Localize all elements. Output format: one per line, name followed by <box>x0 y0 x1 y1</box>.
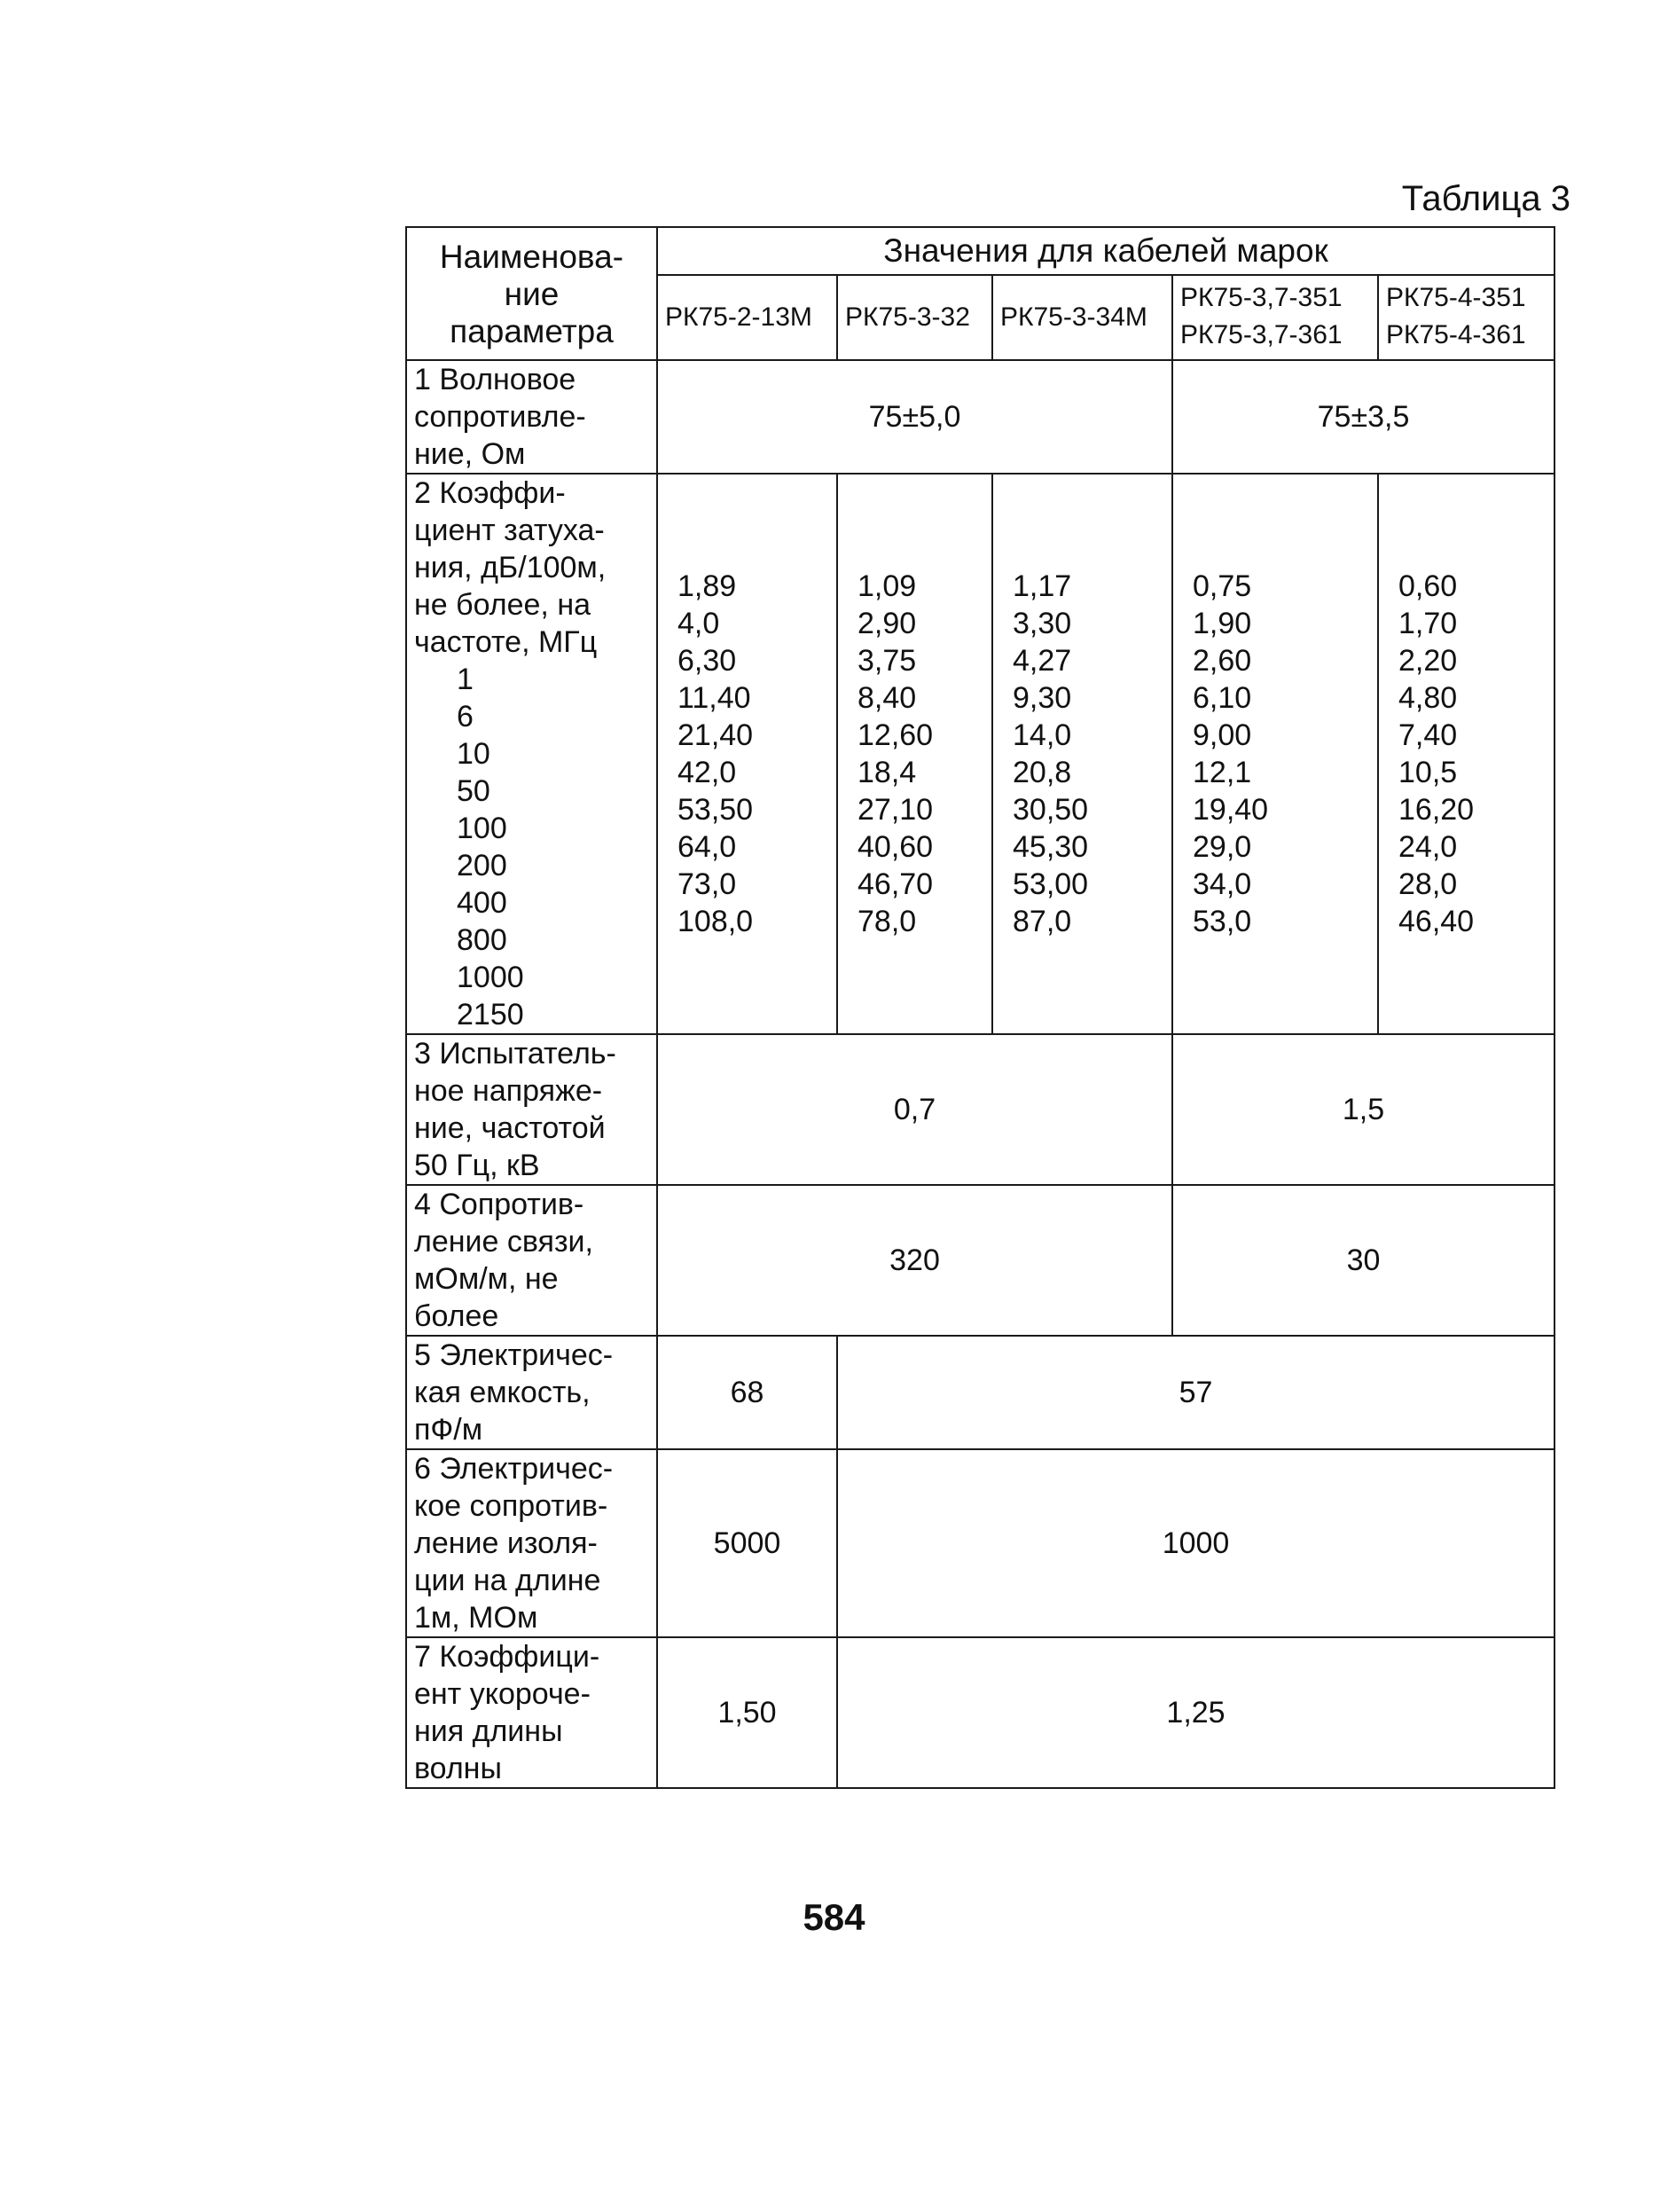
attenuation-values <box>1000 568 1164 940</box>
attenuation-value: 9,00 <box>1193 718 1252 752</box>
attenuation-value: 14,0 <box>1013 718 1072 752</box>
attenuation-value: 46,70 <box>857 867 934 901</box>
attenuation-value: 7,40 <box>1398 718 1458 752</box>
frequency-value: 100 <box>457 812 507 845</box>
param-label-line: 3 Испытатель- <box>414 1037 616 1071</box>
value-cell: 1,25 <box>837 1637 1554 1788</box>
param-label-line: 6 Электричес- <box>414 1452 614 1486</box>
cable-names <box>1180 280 1370 355</box>
param-label-line: кое сопротив- <box>414 1489 608 1523</box>
param-label <box>414 361 649 473</box>
row-insulation-resistance <box>406 1449 1554 1637</box>
param-label-line: 1 Волновое <box>414 363 576 396</box>
attenuation-value: 42,0 <box>677 756 737 789</box>
cable-name: РК75-2-13М <box>665 302 812 332</box>
param-label-line: ния, дБ/100м, <box>414 551 607 584</box>
param-label <box>414 1035 649 1184</box>
value-cell: 75±3,5 <box>1172 360 1554 474</box>
param-label <box>414 1337 649 1448</box>
attenuation-value: 4,80 <box>1398 681 1458 715</box>
page-number: 584 <box>803 1896 865 1938</box>
attenuation-value: 3,75 <box>857 644 917 678</box>
param-label-line: 1м, МОм <box>414 1601 538 1635</box>
attenuation-value: 20,8 <box>1013 756 1072 789</box>
attenuation-value: 30,50 <box>1013 793 1089 827</box>
param-cell <box>406 1185 657 1336</box>
attenuation-value: 40,60 <box>857 830 934 864</box>
param-label <box>414 1186 649 1335</box>
cable-name: РК75-3-34М <box>1000 302 1147 332</box>
attenuation-value: 12,60 <box>857 718 934 752</box>
frequency-value: 1000 <box>457 961 524 994</box>
param-cell <box>406 1336 657 1449</box>
param-label-line: ент укороче- <box>414 1677 591 1711</box>
attenuation-value: 53,00 <box>1013 867 1089 901</box>
attenuation-value: 87,0 <box>1013 905 1072 938</box>
attenuation-value: 1,90 <box>1193 607 1252 640</box>
attenuation-value: 6,30 <box>677 644 737 678</box>
param-label-line: 7 Коэффици- <box>414 1640 600 1674</box>
param-label-line: ции на длине <box>414 1564 601 1597</box>
cable-name: РК75-3,7-351 <box>1180 283 1343 312</box>
value-cell: 68 <box>657 1336 837 1449</box>
attenuation-value: 45,30 <box>1013 830 1089 864</box>
attenuation-value: 1,89 <box>677 569 737 603</box>
value-cell: 320 <box>657 1185 1172 1336</box>
param-header-line: параметра <box>450 313 614 349</box>
attenuation-values <box>665 568 829 940</box>
row-wave-impedance <box>406 360 1554 474</box>
attenuation-value: 19,40 <box>1193 793 1269 827</box>
param-label-line: 5 Электричес- <box>414 1338 614 1372</box>
attenuation-value: 11,40 <box>677 681 751 715</box>
cable-name: РК75-4-361 <box>1386 320 1526 349</box>
param-label-line: не более, на <box>414 588 591 622</box>
param-label-line: ное напряже- <box>414 1074 603 1108</box>
attenuation-value: 21,40 <box>677 718 754 752</box>
param-label-line: ние, частотой <box>414 1111 606 1145</box>
cable-name: РК75-4-351 <box>1386 283 1526 312</box>
attenuation-value: 34,0 <box>1193 867 1252 901</box>
param-label-line: ление изоля- <box>414 1526 598 1560</box>
attenuation-value: 6,10 <box>1193 681 1252 715</box>
param-label-line: ление связи, <box>414 1225 593 1259</box>
attenuation-value: 108,0 <box>677 905 754 938</box>
attenuation-cell <box>1172 474 1378 1034</box>
param-label-line: частоте, МГц <box>414 625 598 659</box>
attenuation-cell <box>992 474 1172 1034</box>
value-cell: 1000 <box>837 1449 1554 1637</box>
param-header-cell <box>406 227 657 360</box>
attenuation-value: 24,0 <box>1398 830 1458 864</box>
frequency-value: 6 <box>457 700 474 733</box>
attenuation-value: 1,70 <box>1398 607 1458 640</box>
row-capacitance <box>406 1336 1554 1449</box>
attenuation-value: 16,20 <box>1398 793 1475 827</box>
attenuation-value: 78,0 <box>857 905 917 938</box>
param-header-line: ние <box>504 276 560 312</box>
attenuation-value: 1,17 <box>1013 569 1072 603</box>
param-label <box>414 1450 649 1636</box>
param-cell <box>406 1449 657 1637</box>
cable-group-header: Значения для кабелей марок <box>657 227 1554 275</box>
param-cell <box>406 1034 657 1185</box>
header-row-1 <box>406 227 1554 275</box>
param-cell <box>406 360 657 474</box>
param-label-line: кая емкость, <box>414 1376 591 1409</box>
attenuation-value: 2,60 <box>1193 644 1252 678</box>
param-label-line: циент затуха- <box>414 514 605 547</box>
attenuation-value: 10,5 <box>1398 756 1458 789</box>
attenuation-values <box>845 568 984 940</box>
param-header-line: Наименова- <box>439 239 624 275</box>
attenuation-value: 28,0 <box>1398 867 1458 901</box>
cable-name: РК75-3-32 <box>845 302 970 332</box>
frequency-value: 1 <box>457 663 474 696</box>
param-label-line: 2 Коэффи- <box>414 476 566 510</box>
attenuation-value: 1,09 <box>857 569 917 603</box>
attenuation-value: 73,0 <box>677 867 737 901</box>
attenuation-value: 0,75 <box>1193 569 1252 603</box>
attenuation-value: 9,30 <box>1013 681 1072 715</box>
param-label <box>414 475 649 661</box>
frequency-value: 800 <box>457 923 507 957</box>
cable-header-cell <box>1378 275 1554 360</box>
cable-header-cell <box>992 275 1172 360</box>
attenuation-values <box>1386 568 1547 940</box>
frequency-value: 400 <box>457 886 507 920</box>
attenuation-values <box>1180 568 1370 940</box>
attenuation-value: 29,0 <box>1193 830 1252 864</box>
cable-names <box>1386 280 1547 355</box>
frequency-value: 50 <box>457 774 490 808</box>
attenuation-value: 4,0 <box>677 607 720 640</box>
cable-name: РК75-3,7-361 <box>1180 320 1343 349</box>
value-cell: 75±5,0 <box>657 360 1172 474</box>
param-label-line: сопротивле- <box>414 400 586 434</box>
attenuation-value: 4,27 <box>1013 644 1072 678</box>
value-cell: 5000 <box>657 1449 837 1637</box>
param-label-line: мОм/м, не <box>414 1262 559 1296</box>
value-cell: 30 <box>1172 1185 1554 1336</box>
attenuation-value: 18,4 <box>857 756 917 789</box>
attenuation-cell <box>837 474 992 1034</box>
attenuation-value: 0,60 <box>1398 569 1458 603</box>
table-label: Таблица 3 <box>1401 179 1570 218</box>
param-header-text <box>414 238 649 349</box>
value-cell: 57 <box>837 1336 1554 1449</box>
frequency-value: 10 <box>457 737 490 771</box>
attenuation-value: 53,50 <box>677 793 754 827</box>
frequency-value: 2150 <box>457 998 524 1031</box>
attenuation-value: 27,10 <box>857 793 934 827</box>
row-attenuation <box>406 474 1554 1034</box>
attenuation-value: 2,20 <box>1398 644 1458 678</box>
value-cell: 1,5 <box>1172 1034 1554 1185</box>
attenuation-cell <box>1378 474 1554 1034</box>
attenuation-value: 46,40 <box>1398 905 1475 938</box>
attenuation-cell <box>657 474 837 1034</box>
row-coupling-resistance <box>406 1185 1554 1336</box>
cable-header-cell <box>1172 275 1378 360</box>
cable-header-cell <box>657 275 837 360</box>
param-cell <box>406 1637 657 1788</box>
row-test-voltage <box>406 1034 1554 1185</box>
param-label-line: 4 Сопротив- <box>414 1188 584 1221</box>
attenuation-value: 64,0 <box>677 830 737 864</box>
param-label-line: ние, Ом <box>414 437 526 471</box>
cable-header-cell <box>837 275 992 360</box>
param-label-line: волны <box>414 1752 502 1785</box>
attenuation-value: 2,90 <box>857 607 917 640</box>
param-label-line: пФ/м <box>414 1413 483 1447</box>
param-label-line: более <box>414 1299 499 1333</box>
row-velocity-factor <box>406 1637 1554 1788</box>
frequency-list <box>414 661 649 1033</box>
attenuation-value: 53,0 <box>1193 905 1252 938</box>
param-label <box>414 1638 649 1787</box>
attenuation-value: 3,30 <box>1013 607 1072 640</box>
param-label-line: ния длины <box>414 1714 563 1748</box>
param-cell <box>406 474 657 1034</box>
attenuation-value: 8,40 <box>857 681 917 715</box>
param-label-line: 50 Гц, кВ <box>414 1149 540 1182</box>
frequency-value: 200 <box>457 849 507 882</box>
spec-table <box>405 226 1555 1789</box>
value-cell: 1,50 <box>657 1637 837 1788</box>
attenuation-value: 12,1 <box>1193 756 1252 789</box>
value-cell: 0,7 <box>657 1034 1172 1185</box>
